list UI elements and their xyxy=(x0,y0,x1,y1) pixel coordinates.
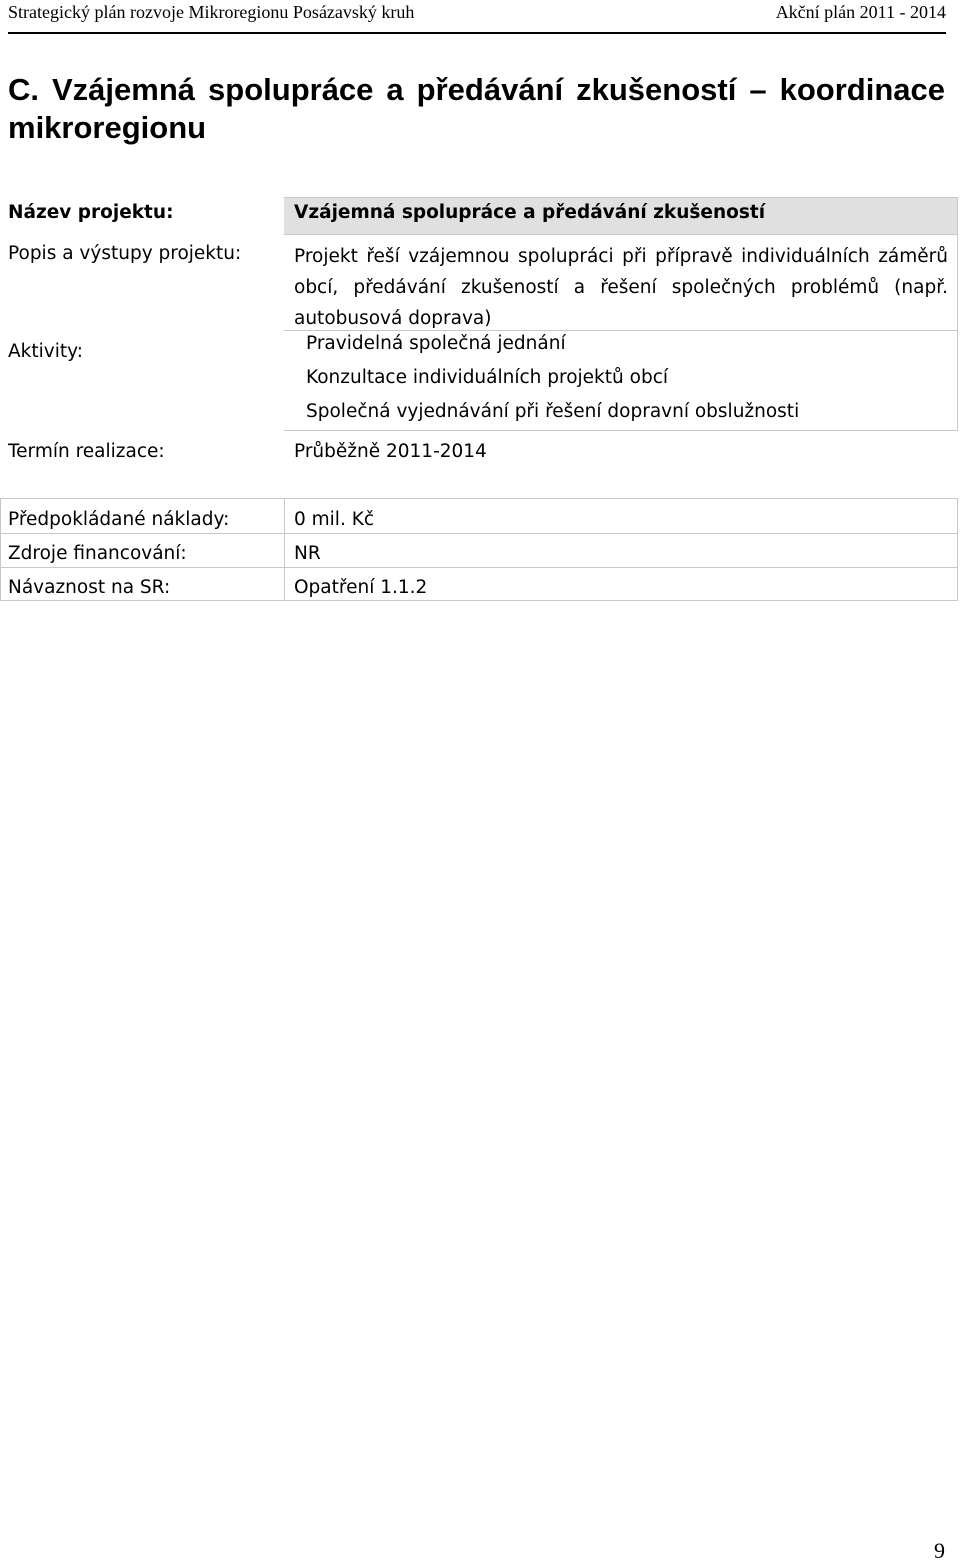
project-description-label: Popis a výstupy projektu: xyxy=(8,243,242,264)
grid-line xyxy=(0,567,958,568)
section-title: C. Vzájemná spolupráce a předávání zkušeností – koordinace mikroregionu xyxy=(8,72,945,145)
grid-line xyxy=(0,533,958,534)
grid-line xyxy=(284,430,958,431)
activity-item: Konzultace individuálních projektů obcí xyxy=(306,367,669,388)
costs-label: Předpokládané náklady: xyxy=(8,509,230,530)
page-number: 9 xyxy=(934,1538,945,1563)
project-name-label: Název projektu: xyxy=(8,202,174,223)
grid-line xyxy=(284,234,958,235)
grid-line xyxy=(0,498,958,499)
strategic-link-label: Návaznost na SR: xyxy=(8,577,171,598)
activity-item: Pravidelná společná jednání xyxy=(306,333,566,354)
term-label: Termín realizace: xyxy=(8,441,165,462)
grid-line xyxy=(284,197,958,198)
funding-label: Zdroje financování: xyxy=(8,543,187,564)
grid-line xyxy=(284,498,285,601)
project-name-value: Vzájemná spolupráce a předávání zkušeností xyxy=(294,202,766,223)
funding-value: NR xyxy=(294,543,321,564)
grid-line xyxy=(0,498,1,601)
activity-item: Společná vyjednávání při řešení dopravní obslužnosti xyxy=(306,401,800,422)
grid-line xyxy=(0,600,958,601)
grid-line xyxy=(957,498,958,601)
header-document-title: Strategický plán rozvoje Mikroregionu Posázavský kruh xyxy=(8,2,415,22)
strategic-link-value: Opatření 1.1.2 xyxy=(294,577,428,598)
project-description-value: Projekt řeší vzájemnou spolupráci při přípravě individuálních záměrů obcí, předávání zkušeností a řešení společných problémů (např. autobusová doprava) xyxy=(294,246,948,329)
header-plan-period: Akční plán 2011 - 2014 xyxy=(775,2,946,22)
grid-line xyxy=(957,197,958,431)
costs-value: 0 mil. Kč xyxy=(294,509,375,530)
activities-label: Aktivity: xyxy=(8,341,83,362)
term-value: Průběžně 2011-2014 xyxy=(294,441,487,462)
page-header xyxy=(8,0,946,34)
